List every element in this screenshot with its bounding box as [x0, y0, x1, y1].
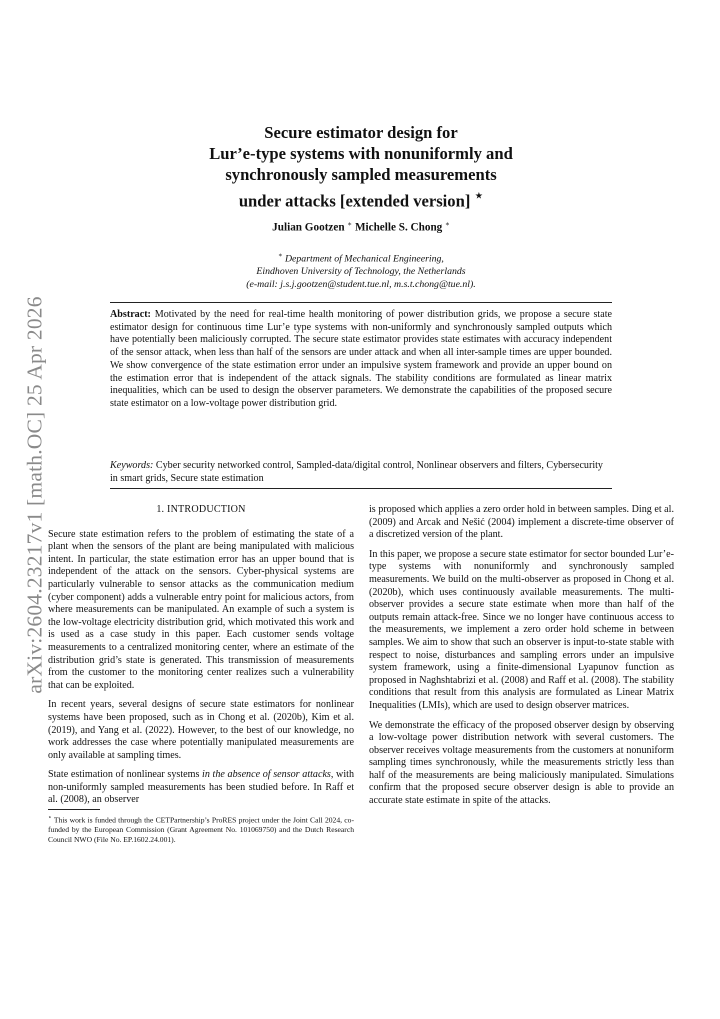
- section-heading: 1. INTRODUCTION: [156, 504, 246, 515]
- abstract-bottom-rule: [110, 488, 612, 489]
- title-line-text: under attacks [extended version]: [238, 191, 471, 211]
- abstract: [110, 309, 612, 411]
- paragraph: In recent years, several designs of secure state estimators for nonlinear systems have been proposed, such as in Chong et al. (2020b), Kim et al. (2019), and Yang et al. (2022). However, to the best of our knowledge, no work addresses the case where potentially manipulated measurements are only available at sampling times.: [48, 699, 354, 761]
- right-column: [369, 504, 674, 815]
- affiliation-text: Department of Mechanical Engineering,: [284, 253, 444, 265]
- footnote-text: This work is funded through the CETPartnership’s ProRES project under the Joint Call 2024, co-funded by the European Commission (Grant Agreement No. 101069750) and the Dutch Research Council NWO (File No. EP.1602.24.001).: [48, 815, 354, 845]
- footnote-mark: ⋆: [48, 815, 52, 822]
- affiliation-line: Eindhoven University of Technology, the Netherlands: [256, 266, 466, 278]
- affiliation-mark: ∗: [445, 220, 450, 228]
- title-line: Lur’e-type systems with nonuniformly and: [209, 144, 513, 163]
- abstract-top-rule: [110, 302, 612, 303]
- title-footnote-mark: ⋆: [474, 188, 484, 203]
- title-line: synchronously sampled measurements: [225, 165, 497, 184]
- abstract-label: Abstract:: [110, 309, 151, 320]
- paragraph: We demonstrate the efficacy of the proposed observer design by observing a low-voltage power distribution network with several customers. The observer receives voltage measurements from the customers at nonuniform sampling times synchronously, while the measurements strictly less than half of the measurements are being maliciously manipulated. Simulations confirm that the proposed secure observer design is able to provide an accurate state estimate in spite of the attacks.: [369, 719, 674, 807]
- keywords-text: Cyber security networked control, Sampled-data/digital control, Nonlinear observers and filters, Cybersecurity in smart grids, Secure state estimation: [110, 460, 603, 484]
- paragraph: Secure state estimation refers to the problem of estimating the state of a plant when the sensors of the plant are being manipulated with malicious intent. In particular, the state estimation error has an upper bound that is independent of the attack on the sensors. Cyber-physical systems are particularly vulnerable to sensor attacks as the communication medium (cyber component) adds a vulnerable entry point for malicious actors, from where measurements can be manipulated. An example of such a system is the low-voltage electricity distribution grid, which motivated this work and is used as a case study in this paper. Each customer sends voltage measurements to a centralized monitoring center, where an estimate of the distribution grid’s state is generated. This transmission of measurements from the customer to the monitoring center realizes such a vulnerability that can be exploited.: [48, 528, 354, 691]
- arxiv-identifier: arXiv:2604.23217v1 [math.OC] 25 Apr 2026: [22, 296, 47, 694]
- paragraph: is proposed which applies a zero order hold in between samples. Ding et al. (2009) and Arcak and Nešić (2004) implement a discrete-time observer of a discretized version of the plant.: [369, 504, 674, 541]
- keywords: [110, 460, 612, 485]
- affiliation-mark: ∗: [347, 220, 353, 228]
- affiliation-block: [110, 249, 612, 291]
- left-column: [48, 504, 354, 845]
- affiliation-email: (e-mail: j.s.j.gootzen@student.tue.nl, m.s.t.chong@tue.nl).: [246, 279, 476, 291]
- abstract-text: Motivated by the need for real-time health monitoring of power distribution grids, we propose a secure state estimator design for continuous time Lur’e type systems with non-uniformly and synchronously sampled outputs which have potentially been maliciously corrupted. The secure state estimator provides state estimates with accuracy independent of the sensor attack, when less than half of the sensors are under attack and when all inter-sample times are upper bounded. We show convergence of the state estimation error under an impulsive system framework and provide an upper bound on the estimation error that is independent of the attack signals. The stability conditions are formulated as linear matrix inequalities, which can be used to design the observer parameters. We demonstrate the capabilities of the proposed secure state estimator on a low-voltage power distribution grid.: [110, 309, 612, 409]
- author-list: [110, 220, 612, 234]
- paper-title: [110, 122, 612, 212]
- title-line: Secure estimator design for: [264, 123, 458, 142]
- paragraph-text: , with non-uniformly sampled measurements has been studied before. In Raff et al. (2008), an observer: [48, 769, 354, 806]
- footnote-rule: [48, 809, 100, 810]
- affiliation-mark: ∗: [278, 252, 283, 259]
- paragraph: [48, 769, 354, 807]
- paragraph: In this paper, we propose a secure state estimator for sector bounded Lur’e-type systems with nonuniformly and synchronously sampled measurements. We build on the multi-observer as proposed in Chong et al. (2020b), which uses continuously available measurements. The multi-observer provides a secure state estimate when more than half of the outputs remain attack-free. Since we no longer have continuous access to the measurements, we implement a zero order hold scheme in between samples. We aim to show that such an observer is input-to-state stable with respect to noise, disturbances and sampling errors under an impulsive system framework, using a finite-dimensional Lyapunov function as proposed in Naghshtabrizi et al. (2008) and Raff et al. (2008). The stability conditions that result from this analysis are formulated as Linear Matrix Inequalities (LMIs), which are used to design observer matrices.: [369, 548, 674, 711]
- footnote: [48, 814, 354, 845]
- arxiv-side-stamp: [20, 285, 50, 705]
- author-name: Julian Gootzen: [272, 221, 345, 234]
- keywords-label: Keywords:: [110, 460, 154, 471]
- paragraph-text: State estimation of nonlinear systems: [48, 769, 203, 781]
- affiliation-line: [110, 249, 612, 265]
- author-name: Michelle S. Chong: [354, 221, 443, 234]
- emphasis-text: in the absence of sensor attacks: [202, 769, 331, 781]
- title-line: [110, 185, 612, 212]
